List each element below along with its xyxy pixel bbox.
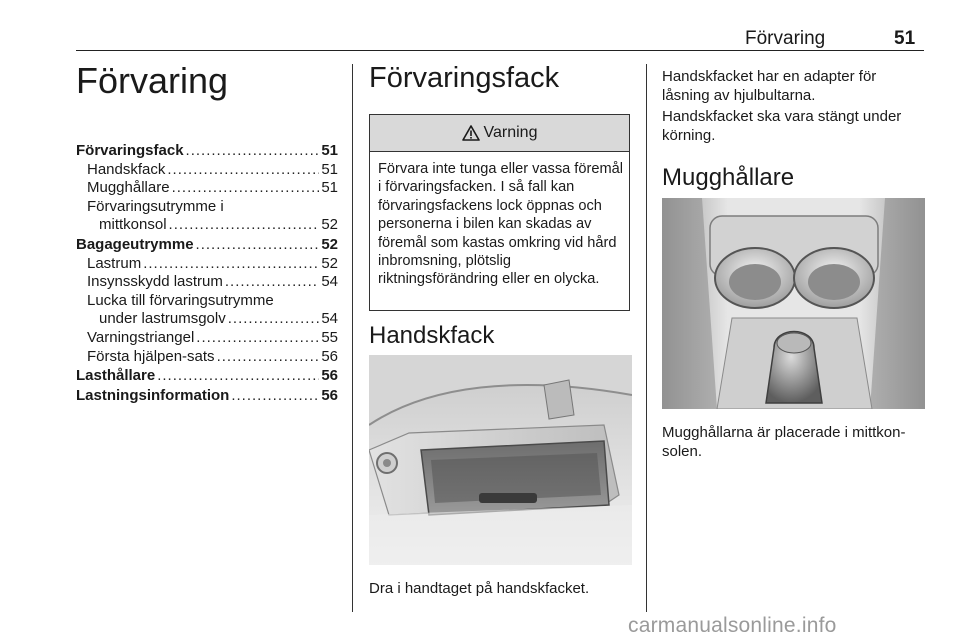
- watermark: carmanualsonline.info: [628, 614, 837, 637]
- toc-subentry: [76, 273, 338, 292]
- warning-heading: Varning: [483, 124, 538, 141]
- toc-subentry: [76, 255, 338, 274]
- toc-leader-dots: [167, 161, 319, 180]
- toc-subentry: [76, 329, 338, 348]
- toc-entry-label: under lastrumsgolv: [99, 310, 226, 328]
- toc-entry-label: Handskfack: [87, 160, 166, 178]
- toc-leader-dots: [225, 273, 319, 292]
- table-of-contents: [76, 142, 338, 405]
- toc-subentry: [76, 348, 338, 367]
- warning-text: Förvara inte tunga eller vassa föremål i förvaringsfacken. I så fall kan förvaringsfackens lock öppnas och personerna i bilen kan skadas av föremål som kastas omkring vid hård inbromsning, plötslig riktningsförändring eller en olycka.: [378, 161, 623, 288]
- toc-entry-label: Lucka till förvaringsutrymme: [87, 291, 274, 309]
- toc-entry-page: 52: [321, 235, 338, 253]
- toc-entry-page: 51: [321, 179, 338, 197]
- warning-box: [369, 114, 630, 311]
- toc-entry-page: 56: [321, 367, 338, 385]
- toc-subentry: [76, 179, 338, 198]
- column-divider: [352, 64, 353, 612]
- warning-header: [370, 115, 629, 152]
- toc-entry-label: Lastrum: [87, 254, 142, 272]
- toc-entry-label: Insynsskydd lastrum: [87, 273, 223, 291]
- toc-subentry: [76, 310, 338, 329]
- toc-entry-page: 51: [321, 142, 338, 159]
- toc-leader-dots: [196, 236, 320, 255]
- running-header-title: Förvaring: [745, 28, 826, 49]
- toc-entry: [76, 367, 338, 386]
- toc-entry-label: Första hjälpen-sats: [87, 347, 215, 365]
- toc-leader-dots: [231, 387, 319, 406]
- section-heading: Förvaringsfack: [369, 62, 560, 94]
- chapter-title: Förvaring: [76, 60, 229, 101]
- warning-triangle-icon: [462, 125, 480, 141]
- toc-entry-page: 56: [321, 347, 338, 365]
- toc-entry: [76, 387, 338, 406]
- body-paragraph: Handskfacket har en adapter för låsning av hjulbultarna.: [662, 68, 877, 104]
- toc-entry: [76, 236, 338, 255]
- toc-leader-dots: [169, 216, 320, 235]
- toc-leader-dots: [157, 367, 319, 386]
- toc-entry-page: 55: [321, 328, 338, 346]
- toc-leader-dots: [228, 310, 320, 329]
- toc-entry-page: 56: [321, 386, 338, 404]
- toc-entry-label: Förvaringsutrymme i: [87, 197, 224, 215]
- toc-entry-label: Förvaringsfack: [76, 142, 184, 159]
- subsection-heading: Handskfack: [369, 322, 495, 349]
- toc-entry-label: Varningstriangel: [87, 328, 195, 346]
- column-divider: [646, 64, 647, 612]
- page-number: 51: [894, 28, 916, 49]
- glovebox-illustration: [369, 355, 632, 565]
- cupholder-illustration: [662, 198, 925, 409]
- toc-leader-dots: [186, 142, 320, 161]
- image-caption: Mugghållarna är placerade i mittkon-solen.: [662, 424, 906, 460]
- toc-entry-label: mittkonsol: [99, 216, 167, 234]
- body-paragraph: Handskfacket ska vara stängt under körning.: [662, 108, 902, 144]
- toc-entry: [76, 142, 338, 161]
- toc-leader-dots: [217, 348, 320, 367]
- toc-entry-label: Lastningsinformation: [76, 386, 230, 404]
- toc-subentry: [76, 198, 338, 217]
- toc-entry-label: Mugghållare: [87, 179, 170, 197]
- toc-leader-dots: [196, 329, 319, 348]
- toc-entry-page: 52: [321, 254, 338, 272]
- subsection-heading: Mugghållare: [662, 164, 795, 191]
- toc-entry-page: 52: [321, 216, 338, 234]
- toc-leader-dots: [172, 179, 320, 198]
- toc-entry-label: Bagageutrymme: [76, 235, 194, 253]
- toc-entry-page: 54: [321, 273, 338, 291]
- image-caption: Dra i handtaget på handskfacket.: [369, 580, 590, 597]
- toc-subentry: [76, 161, 338, 180]
- toc-subentry: [76, 216, 338, 235]
- toc-entry-label: Lasthållare: [76, 367, 156, 385]
- header-rule: [76, 50, 924, 51]
- toc-entry-page: 54: [321, 310, 338, 328]
- toc-entry-page: 51: [321, 160, 338, 178]
- toc-leader-dots: [143, 255, 319, 274]
- toc-subentry: [76, 292, 338, 311]
